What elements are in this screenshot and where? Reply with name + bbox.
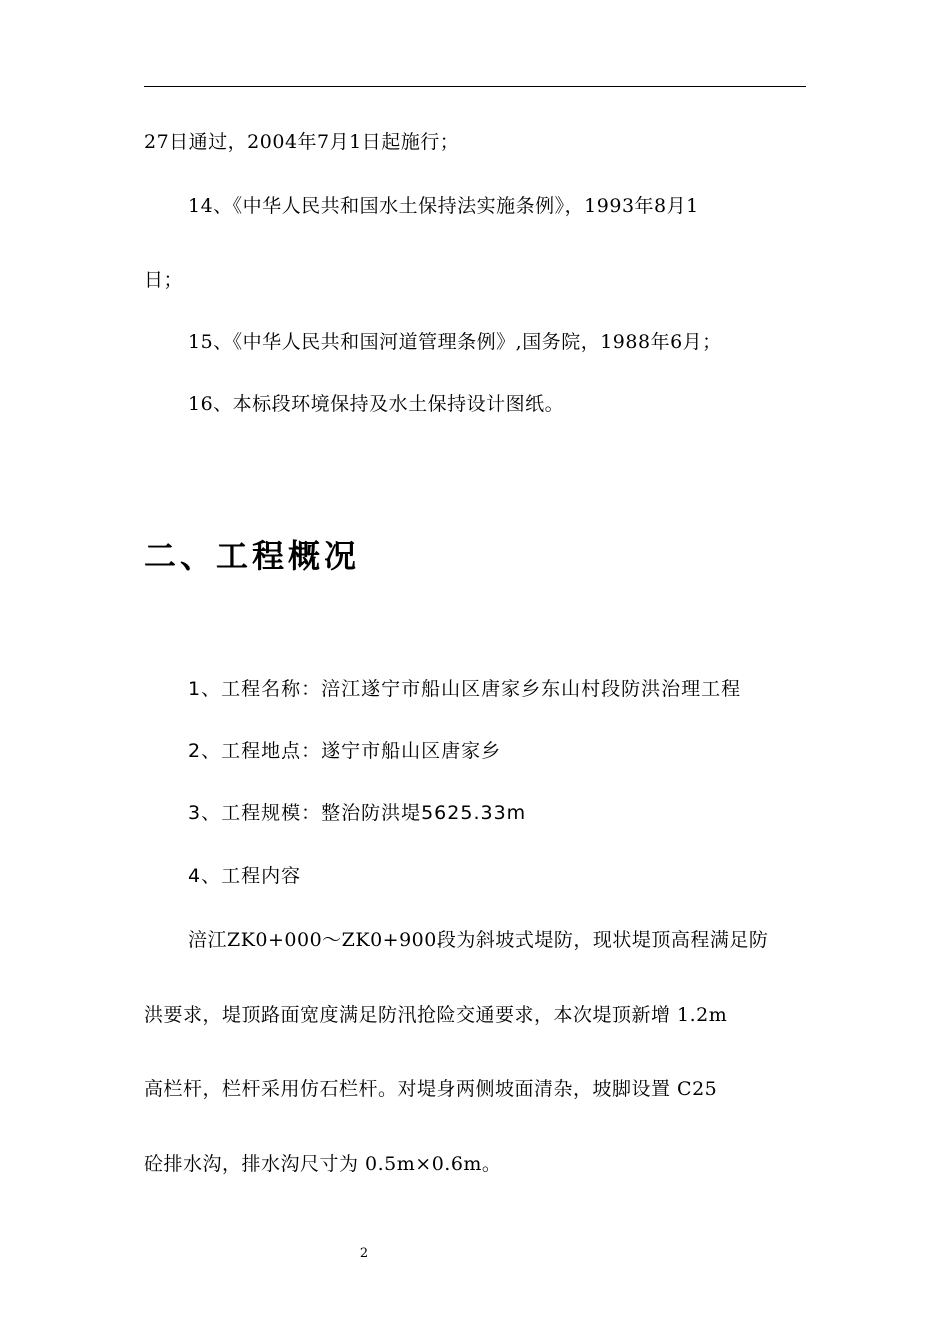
reference-14-line1: 14、《中华人民共和国水土保持法实施条例》，1993年8月1 [188,195,699,217]
paragraph-line-1: 涪江ZK0+000～ZK0+900段为斜坡式堤防，现状堤顶高程满足防 [188,929,769,951]
item-project-scale: 3、工程规模：整治防洪堤5625.33m [188,802,527,824]
paragraph-line-2: 洪要求，堤顶路面宽度满足防汛抢险交通要求，本次堤顶新增 1.2m [144,1004,728,1026]
reference-15: 15、《中华人民共和国河道管理条例》,国务院，1988年6月； [188,331,722,353]
section-title: 二、工程概况 [144,537,361,575]
header-rule [144,86,806,87]
continuation-line: 27日通过，2004年7月1日起施行； [144,131,460,153]
paragraph-line-4: 砼排水沟，排水沟尺寸为 0.5m×0.6m。 [144,1153,502,1175]
item-project-content: 4、工程内容 [188,865,302,887]
paragraph-line-3: 高栏杆，栏杆采用仿石栏杆。对堤身两侧坡面清杂，坡脚设置 C25 [144,1078,718,1100]
reference-14-line2: 日； [144,269,184,291]
item-project-location: 2、工程地点：遂宁市船山区唐家乡 [188,740,502,762]
reference-16: 16、本标段环境保持及水土保持设计图纸。 [188,393,565,415]
page-number: 2 [359,1246,369,1261]
item-project-name: 1、工程名称：涪江遂宁市船山区唐家乡东山村段防洪治理工程 [188,678,742,700]
